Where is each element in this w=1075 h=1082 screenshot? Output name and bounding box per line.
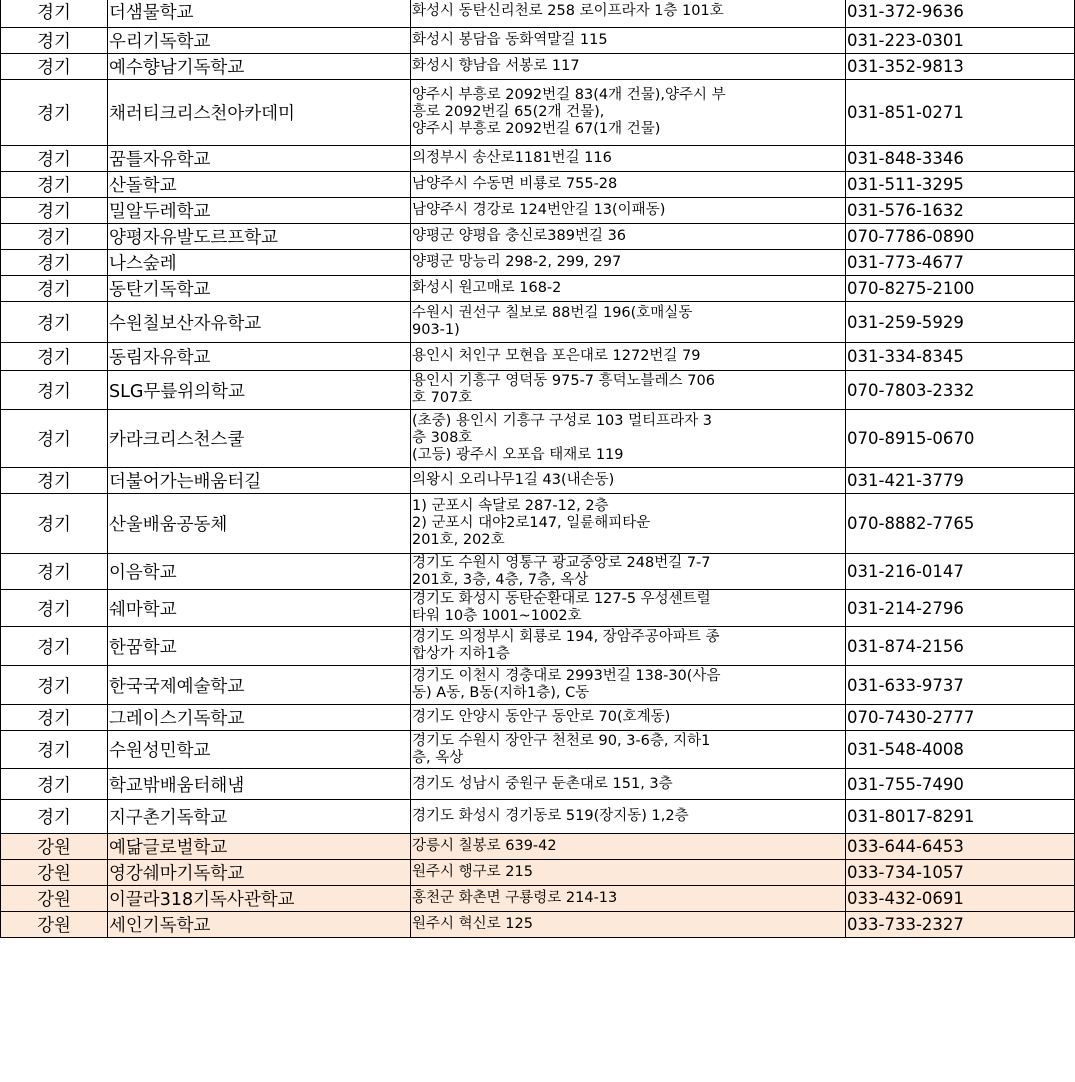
school-name-cell: 예닮글로벌학교 (108, 834, 411, 860)
region-cell: 경기 (1, 276, 108, 302)
region-cell: 경기 (1, 494, 108, 554)
address-cell: 화성시 봉담읍 동화역말길 115 (411, 28, 846, 54)
table-row (1, 554, 1075, 590)
address-cell: 남양주시 수동면 비룡로 755-28 (411, 172, 846, 198)
region-cell: 강원 (1, 834, 108, 860)
phone-cell: 031-576-1632 (846, 198, 1075, 224)
region-cell: 경기 (1, 627, 108, 666)
address-cell: 경기도 이천시 경충대로 2993번길 138-30(사음 동) A동, B동(지하1층), C동 (411, 666, 846, 705)
region-cell: 경기 (1, 302, 108, 343)
address-cell: 원주시 혁신로 125 (411, 912, 846, 938)
school-name-cell: 그레이스기독학교 (108, 705, 411, 731)
table-row (1, 28, 1075, 54)
table-row (1, 627, 1075, 666)
school-name-cell: 카라크리스천스쿨 (108, 410, 411, 468)
table-row (1, 494, 1075, 554)
address-cell: 화성시 동탄신리천로 258 로이프라자 1층 101호 (411, 0, 846, 28)
school-table-body (1, 0, 1075, 938)
table-row (1, 0, 1075, 28)
phone-cell: 070-7786-0890 (846, 224, 1075, 250)
table-row (1, 250, 1075, 276)
table-row (1, 769, 1075, 800)
table-row (1, 410, 1075, 468)
phone-cell: 031-223-0301 (846, 28, 1075, 54)
address-cell: (초중) 용인시 기흥구 구성로 103 멀티프라자 3 층 308호 (고등) 광주시 오포읍 태재로 119 (411, 410, 846, 468)
school-name-cell: 산돌학교 (108, 172, 411, 198)
phone-cell: 070-8882-7765 (846, 494, 1075, 554)
address-cell: 1) 군포시 속달로 287-12, 2층 2) 군포시 대야2로147, 일륜해피타운 201호, 202호 (411, 494, 846, 554)
region-cell: 경기 (1, 198, 108, 224)
school-name-cell: 동탄기독학교 (108, 276, 411, 302)
school-name-cell: 나스숲레 (108, 250, 411, 276)
school-name-cell: 학교밖배움터해냄 (108, 769, 411, 800)
table-row (1, 468, 1075, 494)
school-name-cell: 꿈틀자유학교 (108, 146, 411, 172)
table-row (1, 54, 1075, 80)
phone-cell: 031-548-4008 (846, 731, 1075, 769)
school-name-cell: SLG무릎위의학교 (108, 371, 411, 410)
table-row (1, 224, 1075, 250)
region-cell: 경기 (1, 410, 108, 468)
phone-cell: 031-421-3779 (846, 468, 1075, 494)
school-name-cell: 지구촌기독학교 (108, 800, 411, 834)
address-cell: 화성시 원고매로 168-2 (411, 276, 846, 302)
address-cell: 경기도 화성시 동탄순환대로 127-5 우성센트럴 타워 10층 1001~1002호 (411, 590, 846, 627)
table-row (1, 371, 1075, 410)
region-cell: 경기 (1, 28, 108, 54)
table-row (1, 705, 1075, 731)
school-name-cell: 채러티크리스천아카데미 (108, 80, 411, 146)
address-cell: 원주시 행구로 215 (411, 860, 846, 886)
phone-cell: 031-352-9813 (846, 54, 1075, 80)
region-cell: 경기 (1, 371, 108, 410)
phone-cell: 070-8915-0670 (846, 410, 1075, 468)
region-cell: 경기 (1, 666, 108, 705)
phone-cell: 031-773-4677 (846, 250, 1075, 276)
address-cell: 홍천군 화촌면 구룡령로 214-13 (411, 886, 846, 912)
phone-cell: 031-214-2796 (846, 590, 1075, 627)
region-cell: 경기 (1, 731, 108, 769)
phone-cell: 031-8017-8291 (846, 800, 1075, 834)
region-cell: 경기 (1, 590, 108, 627)
region-cell: 경기 (1, 54, 108, 80)
region-cell: 경기 (1, 769, 108, 800)
address-cell: 남양주시 경강로 124번안길 13(이패동) (411, 198, 846, 224)
region-cell: 강원 (1, 860, 108, 886)
table-row (1, 343, 1075, 371)
phone-cell: 031-755-7490 (846, 769, 1075, 800)
phone-cell: 031-334-8345 (846, 343, 1075, 371)
address-cell: 경기도 수원시 영통구 광교중앙로 248번길 7-7 201호, 3층, 4층, 7층, 옥상 (411, 554, 846, 590)
address-cell: 경기도 성남시 중원구 둔촌대로 151, 3층 (411, 769, 846, 800)
address-cell: 용인시 처인구 모현읍 포은대로 1272번길 79 (411, 343, 846, 371)
table-row (1, 302, 1075, 343)
address-cell: 경기도 수원시 장안구 천천로 90, 3-6층, 지하1 층, 옥상 (411, 731, 846, 769)
address-cell: 양주시 부흥로 2092번길 83(4개 건물),양주시 부 흥로 2092번길 65(2개 건물), 양주시 부흥로 2092번길 67(1개 건물) (411, 80, 846, 146)
phone-cell: 031-633-9737 (846, 666, 1075, 705)
region-cell: 경기 (1, 0, 108, 28)
address-cell: 경기도 화성시 경기동로 519(장지동) 1,2층 (411, 800, 846, 834)
school-name-cell: 산울배움공동체 (108, 494, 411, 554)
table-row (1, 860, 1075, 886)
school-name-cell: 밀알두레학교 (108, 198, 411, 224)
school-name-cell: 양평자유발도르프학교 (108, 224, 411, 250)
region-cell: 경기 (1, 705, 108, 731)
school-name-cell: 수원성민학교 (108, 731, 411, 769)
region-cell: 강원 (1, 912, 108, 938)
table-row (1, 146, 1075, 172)
phone-cell: 031-372-9636 (846, 0, 1075, 28)
phone-cell: 031-874-2156 (846, 627, 1075, 666)
table-row (1, 80, 1075, 146)
phone-cell: 031-216-0147 (846, 554, 1075, 590)
region-cell: 경기 (1, 800, 108, 834)
table-row (1, 198, 1075, 224)
table-row (1, 276, 1075, 302)
address-cell: 양평군 망능리 298-2, 299, 297 (411, 250, 846, 276)
school-name-cell: 세인기독학교 (108, 912, 411, 938)
address-cell: 용인시 기흥구 영덕동 975-7 흥덕노블레스 706 호 707호 (411, 371, 846, 410)
phone-cell: 033-432-0691 (846, 886, 1075, 912)
region-cell: 경기 (1, 172, 108, 198)
region-cell: 강원 (1, 886, 108, 912)
region-cell: 경기 (1, 554, 108, 590)
phone-cell: 033-733-2327 (846, 912, 1075, 938)
region-cell: 경기 (1, 224, 108, 250)
phone-cell: 070-7803-2332 (846, 371, 1075, 410)
phone-cell: 031-259-5929 (846, 302, 1075, 343)
school-name-cell: 한꿈학교 (108, 627, 411, 666)
school-name-cell: 더샘물학교 (108, 0, 411, 28)
school-name-cell: 한국국제예술학교 (108, 666, 411, 705)
phone-cell: 033-734-1057 (846, 860, 1075, 886)
table-row (1, 886, 1075, 912)
address-cell: 화성시 향남읍 서봉로 117 (411, 54, 846, 80)
school-name-cell: 동림자유학교 (108, 343, 411, 371)
address-cell: 수원시 권선구 칠보로 88번길 196(호매실동 903-1) (411, 302, 846, 343)
phone-cell: 070-7430-2777 (846, 705, 1075, 731)
phone-cell: 033-644-6453 (846, 834, 1075, 860)
address-cell: 경기도 안양시 동안구 동안로 70(호계동) (411, 705, 846, 731)
region-cell: 경기 (1, 343, 108, 371)
table-row (1, 731, 1075, 769)
table-row (1, 834, 1075, 860)
phone-cell: 031-851-0271 (846, 80, 1075, 146)
table-row (1, 800, 1075, 834)
school-name-cell: 이끌라318기독사관학교 (108, 886, 411, 912)
school-name-cell: 우리기독학교 (108, 28, 411, 54)
school-name-cell: 수원칠보산자유학교 (108, 302, 411, 343)
school-name-cell: 더불어가는배움터길 (108, 468, 411, 494)
region-cell: 경기 (1, 250, 108, 276)
address-cell: 경기도 의정부시 회룡로 194, 장암주공아파트 종 합상가 지하1층 (411, 627, 846, 666)
school-name-cell: 쉐마학교 (108, 590, 411, 627)
table-row (1, 590, 1075, 627)
school-name-cell: 영강쉐마기독학교 (108, 860, 411, 886)
table-row (1, 666, 1075, 705)
school-name-cell: 이음학교 (108, 554, 411, 590)
region-cell: 경기 (1, 146, 108, 172)
region-cell: 경기 (1, 468, 108, 494)
table-row (1, 172, 1075, 198)
region-cell: 경기 (1, 80, 108, 146)
address-cell: 의정부시 송산로1181번길 116 (411, 146, 846, 172)
address-cell: 양평군 양평읍 충신로389번길 36 (411, 224, 846, 250)
address-cell: 강릉시 칠봉로 639-42 (411, 834, 846, 860)
school-name-cell: 예수향남기독학교 (108, 54, 411, 80)
phone-cell: 070-8275-2100 (846, 276, 1075, 302)
address-cell: 의왕시 오리나무1길 43(내손동) (411, 468, 846, 494)
phone-cell: 031-511-3295 (846, 172, 1075, 198)
table-row (1, 912, 1075, 938)
phone-cell: 031-848-3346 (846, 146, 1075, 172)
